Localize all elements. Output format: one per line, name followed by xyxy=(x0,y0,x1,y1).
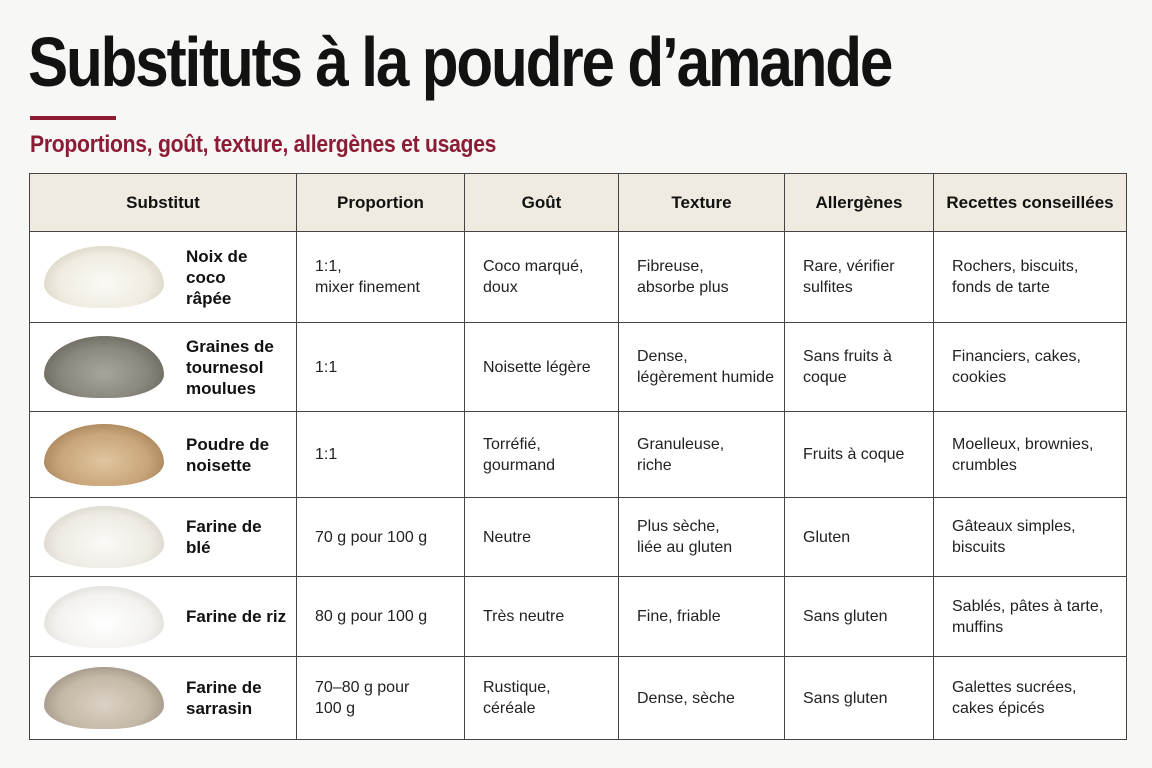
proportion-cell: 1:1 xyxy=(297,412,465,498)
column-header-substitut: Substitut xyxy=(30,174,297,232)
recettes-cell: Rochers, biscuits, fonds de tarte xyxy=(934,232,1127,323)
recettes-cell: Galettes sucrées, cakes épicés xyxy=(934,657,1127,740)
proportion-cell: 1:1, mixer finement xyxy=(297,232,465,323)
column-header-proportion: Proportion xyxy=(297,174,465,232)
texture-cell: Dense, sèche xyxy=(619,657,785,740)
column-header-gout: Goût xyxy=(465,174,619,232)
proportion-cell: 70 g pour 100 g xyxy=(297,498,465,577)
allergenes-cell: Gluten xyxy=(785,498,934,577)
proportion-cell: 80 g pour 100 g xyxy=(297,577,465,657)
grated-coconut-pile-image xyxy=(44,246,164,308)
table-header-row xyxy=(30,174,1127,232)
table-row xyxy=(30,657,1127,740)
substitut-cell xyxy=(30,323,297,412)
texture-cell: Fibreuse, absorbe plus xyxy=(619,232,785,323)
recettes-cell: Sablés, pâtes à tarte, muffins xyxy=(934,577,1127,657)
substitut-name: Noix de coco râpée xyxy=(186,246,248,308)
gout-cell: Coco marqué, doux xyxy=(465,232,619,323)
substitut-name: Farine de sarrasin xyxy=(186,678,262,718)
table-row xyxy=(30,412,1127,498)
texture-cell: Fine, friable xyxy=(619,577,785,657)
proportion-cell: 1:1 xyxy=(297,323,465,412)
table-row xyxy=(30,498,1127,577)
gout-cell: Rustique, céréale xyxy=(465,657,619,740)
allergenes-cell: Fruits à coque xyxy=(785,412,934,498)
table-row xyxy=(30,577,1127,657)
buckwheat-flour-pile-image xyxy=(44,667,164,729)
substitut-name: Graines de tournesol moulues xyxy=(186,336,274,398)
recettes-cell: Financiers, cakes, cookies xyxy=(934,323,1127,412)
substitut-cell xyxy=(30,232,297,323)
substitutes-table xyxy=(29,173,1127,740)
title-accent-bar xyxy=(30,116,116,120)
texture-cell: Granuleuse, riche xyxy=(619,412,785,498)
proportion-cell: 70–80 g pour 100 g xyxy=(297,657,465,740)
gout-cell: Noisette légère xyxy=(465,323,619,412)
substitut-cell xyxy=(30,412,297,498)
substitut-name: Poudre de noisette xyxy=(186,434,270,475)
page-title: Substituts à la poudre d’amande xyxy=(28,23,892,101)
allergenes-cell: Rare, vérifier sulfites xyxy=(785,232,934,323)
table-row xyxy=(30,232,1127,323)
column-header-recettes: Recettes conseillées xyxy=(934,174,1127,232)
substitut-cell xyxy=(30,577,297,657)
recettes-cell: Moelleux, brownies, crumbles xyxy=(934,412,1127,498)
table-row xyxy=(30,323,1127,412)
allergenes-cell: Sans gluten xyxy=(785,577,934,657)
rice-flour-pile-image xyxy=(44,586,164,648)
gout-cell: Très neutre xyxy=(465,577,619,657)
wheat-flour-pile-image xyxy=(44,506,164,568)
gout-cell: Neutre xyxy=(465,498,619,577)
substitut-cell xyxy=(30,498,297,577)
recettes-cell: Gâteaux simples, biscuits xyxy=(934,498,1127,577)
allergenes-cell: Sans gluten xyxy=(785,657,934,740)
allergenes-cell: Sans fruits à coque xyxy=(785,323,934,412)
substitut-cell xyxy=(30,657,297,740)
column-header-allergenes: Allergènes xyxy=(785,174,934,232)
ground-sunflower-seeds-pile-image xyxy=(44,336,164,398)
hazelnut-powder-pile-image xyxy=(44,424,164,486)
texture-cell: Plus sèche, liée au gluten xyxy=(619,498,785,577)
substitut-name: Farine de riz xyxy=(186,607,287,626)
page-subtitle: Proportions, goût, texture, allergènes et usages xyxy=(30,131,497,158)
gout-cell: Torréfié, gourmand xyxy=(465,412,619,498)
substitut-name: Farine de blé xyxy=(186,517,262,557)
texture-cell: Dense, légèrement humide xyxy=(619,323,785,412)
column-header-texture: Texture xyxy=(619,174,785,232)
